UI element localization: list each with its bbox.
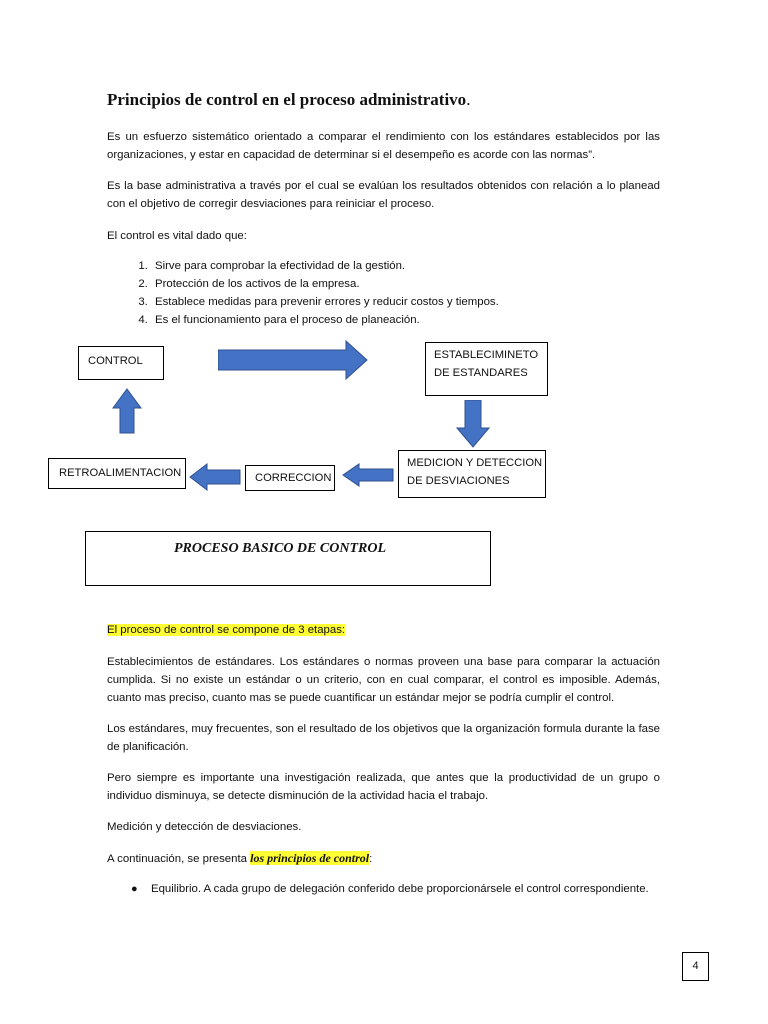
page-title: Principios de control en el proceso administrativo. [107, 90, 471, 109]
intro-paragraph-2: Es la base administrativa a través por el cual se evalúan los resultados obtenidos con relación a lo planead con el objetivo de corregir desviaciones para reiniciar el proceso. [107, 180, 660, 210]
arrow-up-icon [112, 388, 142, 434]
list-item: 2. Protección de los activos de la empresa. [151, 275, 691, 293]
list-item: ● Equilibrio. A cada grupo de delegación conferido debe proporcionársele el control correspondiente. [151, 880, 711, 898]
list-item: 1. Sirve para comprobar la efectividad de la gestión. [151, 257, 691, 275]
principles-emphasis: los principios de control [250, 851, 370, 865]
bullet-list [107, 880, 711, 898]
arrow-down-icon [456, 400, 490, 448]
highlight-paragraph [107, 621, 660, 639]
diagram-label-correccion: CORRECCION [255, 472, 332, 484]
section-paragraph-4: Medición y detección de desviaciones. [107, 821, 302, 833]
diagram-label-retroalimentacion: RETROALIMENTACION [59, 467, 182, 479]
diagram-label-establecimiento-1: ESTABLECIMINETO [434, 349, 539, 361]
principles-intro: A continuación, se presenta los principios de control: [107, 851, 373, 865]
diagram-box-medicion [398, 450, 546, 498]
highlighted-text: El proceso de control se compone de 3 etapas: [107, 624, 346, 636]
diagram-box-control [78, 346, 164, 380]
diagram-label-control: CONTROL [88, 355, 143, 367]
arrow-left-icon [342, 463, 394, 487]
numbered-list [107, 257, 691, 329]
page-number: 4 [682, 952, 709, 981]
diagram-box-retroalimentacion [48, 458, 186, 489]
section-heading: PROCESO BASICO DE CONTROL [174, 541, 386, 556]
diagram-label-establecimiento-2: DE ESTANDARES [434, 367, 528, 379]
list-item: 3. Establece medidas para prevenir errores y reducir costos y tiempos. [151, 293, 691, 311]
bullet-icon: ● [131, 883, 138, 895]
section-paragraph-1: Establecimientos de estándares. Los estándares o normas proveen una base para comparar la actuación cumplida. Si no existe un estándar o un criterio, con en cual comparar, el control es imposible. Además, cuanto mas preciso, cuanto mas se puede cuantificar un estándar mejor se podría cumplir el control. [107, 656, 660, 704]
intro-paragraph-3: El control es vital dado que: [107, 230, 247, 242]
intro-paragraph-1: Es un esfuerzo sistemático orientado a comparar el rendimiento con los estándares establecidos por las organizaciones, y estar en capacidad de determinar si el desempeño es acorde con las normas”. [107, 131, 660, 161]
section-paragraph-2: Los estándares, muy frecuentes, son el resultado de los objetivos que la organización formula durante la fase de planificación. [107, 723, 660, 753]
arrow-left-icon [189, 463, 241, 491]
section-heading-box [85, 531, 491, 586]
diagram-box-establecimiento [425, 342, 548, 396]
section-paragraph-3: Pero siempre es importante una investigación realizada, que antes que la productividad de un grupo o individuo disminuya, se detecte disminución de la actividad hacia el trabajo. [107, 772, 660, 802]
list-item: 4. Es el funcionamiento para el proceso de planeación. [151, 311, 691, 329]
diagram-label-medicion-1: MEDICION Y DETECCION [407, 457, 543, 469]
diagram-label-medicion-2: DE DESVIACIONES [407, 475, 510, 487]
diagram-box-correccion [245, 465, 335, 491]
arrow-right-icon [218, 340, 368, 380]
